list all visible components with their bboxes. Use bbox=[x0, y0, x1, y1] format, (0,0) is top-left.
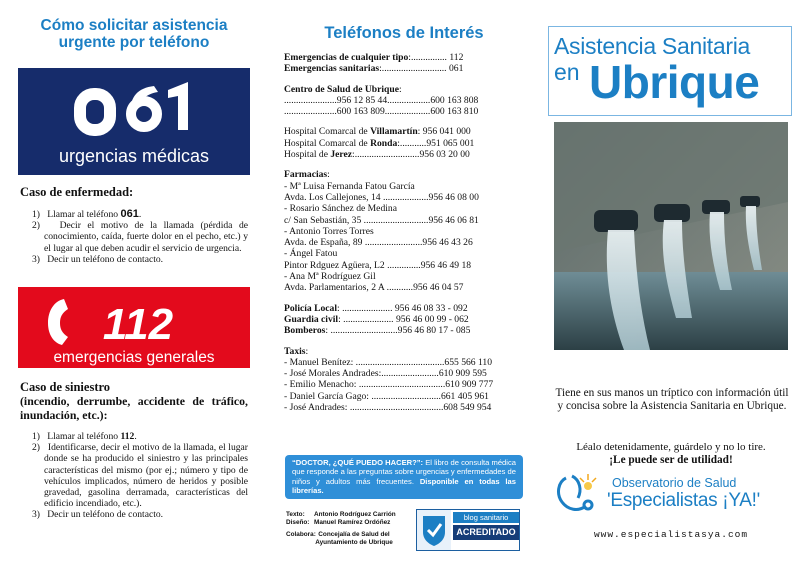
logo-112 bbox=[18, 287, 250, 368]
emergency-list bbox=[284, 52, 524, 75]
farmacia-row: c/ San Sebastián, 35 ...........................956 46 06 81 bbox=[284, 214, 479, 226]
taxi-row: - Manuel Benítez: .....................................655 566 110 bbox=[284, 356, 493, 368]
enfermedad-step-2: 2) Decir el motivo de la llamada (pérdida de conocimiento, caída, fuerte dolor en el pecho, etc.) y el lugar al que deben acudir el servicio de urgencia. bbox=[32, 220, 249, 254]
siniestro-subheading: (incendio, derrumbe, accidente de tráfico, inundación, etc.): bbox=[20, 394, 248, 422]
taxi-row: - José Andrades: .......................................608 549 954 bbox=[284, 402, 492, 414]
farmacia-row: Avda. Los Callejones, 14 ...................956 46 08 00 bbox=[284, 191, 479, 203]
enfermedad-section bbox=[20, 185, 248, 265]
siniestro-section bbox=[20, 380, 248, 521]
112-logo-graphic bbox=[18, 287, 250, 368]
112-caption: emergencias generales bbox=[53, 349, 215, 366]
cover-title-line2: en bbox=[554, 59, 580, 85]
centro-row: ......................600 163 809...................600 163 810 bbox=[284, 106, 479, 118]
emergency-row: Emergencias de cualquier tipo:............... 112 bbox=[284, 52, 464, 63]
061-logo-graphic bbox=[18, 68, 250, 175]
taxi-row: - José Morales Andrades:........................610 909 595 bbox=[284, 368, 487, 380]
credits: Texto: Antonio Rodríguez Carrión Diseño: Manuel Ramírez Ordóñez Colabora: Concejalía de Salud del Ayuntamiento de Ubrique bbox=[286, 511, 396, 547]
siniestro-step-3: 3) Decir un teléfono de contacto. bbox=[32, 509, 164, 521]
telefonos-title: Teléfonos de Interés bbox=[324, 24, 484, 42]
blog-badge[interactable] bbox=[416, 509, 520, 551]
taxis: Taxis: - Manuel Benítez: .....................................655 566 110 - José Morales Andrades:........................610 909 595 - Emilio Menacho: ....................................610 909 777 - Daniel García Gago: .............................661 405 961 - José Andrades: .......................................608 549 954 bbox=[284, 346, 524, 414]
centro-salud: Centro de Salud de Ubrique: ......................956 12 85 44..................600 163 808 ......................600 163 809...................600 163 810 bbox=[284, 84, 524, 118]
emergency-row: Emergencias sanitarias:........................... 061 bbox=[284, 63, 464, 75]
book-title: “DOCTOR, ¿QUÉ PUEDO HACER?”: bbox=[292, 458, 424, 467]
enfermedad-step-3: 3) Decir un teléfono de contacto. bbox=[32, 253, 164, 265]
badge-top: blog sanitario bbox=[453, 512, 519, 523]
cover-title-line3: Ubrique bbox=[589, 56, 760, 108]
farmacia-name: - Ana Mª Rodríguez Gil bbox=[284, 271, 376, 283]
farmacia-name: - Antonio Torres Torres bbox=[284, 225, 374, 237]
hospitales bbox=[284, 126, 524, 160]
112-number: 112 bbox=[102, 300, 174, 349]
hospital-row: Hospital Comarcal de Ronda:...........951 065 001 bbox=[284, 137, 475, 149]
enfermedad-step-1: 1) Llamar al teléfono 061. bbox=[32, 208, 142, 220]
panel-portada bbox=[540, 0, 800, 566]
seguridad-row: Policía Local: ..................... 956 46 08 33 - 092 bbox=[284, 302, 468, 314]
observatorio-logo[interactable] bbox=[552, 470, 792, 526]
advice-text: Léalo detenidamente, guárdelo y no lo tire. bbox=[576, 441, 766, 453]
farmacias: Farmacias: - Mª Luisa Fernanda Fatou García Avda. Los Callejones, 14 ...................956 46 08 00 - Rosario Sánchez de Medina c/ San Sebastián, 35 ...........................956 46 06 81 - Antonio Torres Torres Avda. de España, 89 ........................956 46 43 26 - Ángel Fatou Pintor Rdguez Agüera, L2 ..............956 46 49 18 - Ana Mª Rodríguez Gil Avda. Parlamentarios, 2 A ...........956 46 04 57 bbox=[284, 169, 524, 293]
siniestro-step-1: 1) Llamar al teléfono 112. bbox=[32, 431, 137, 442]
farmacia-row: Avda. Parlamentarios, 2 A ...........956 46 04 57 bbox=[284, 282, 464, 294]
book-promo[interactable]: “DOCTOR, ¿QUÉ PUEDO HACER?”: El libro de consulta médica que responde a las preguntas sobre urgencias y enfermedades de niños y adultos más frecuentes. Disponible en todas las librerías. bbox=[285, 455, 523, 499]
hospital-row: Hospital de Jerez:...........................956 03 20 00 bbox=[284, 149, 470, 161]
siniestro-heading: Caso de siniestro bbox=[20, 380, 111, 394]
taxi-row: - Emilio Menacho: ....................................610 909 777 bbox=[284, 379, 494, 391]
farmacia-row: Pintor Rdguez Agüera, L2 ..............956 46 49 18 bbox=[284, 259, 472, 271]
logo-061 bbox=[18, 68, 250, 175]
farmacia-name: - Mª Luisa Fernanda Fatou García bbox=[284, 180, 415, 192]
hospital-row: Hospital Comarcal de Villamartín: 956 041 000 bbox=[284, 126, 471, 138]
observatorio-line2: 'Especialistas ¡YA!' bbox=[607, 490, 760, 511]
cover-title bbox=[548, 26, 792, 116]
taxi-row: - Daniel García Gago: .............................661 405 961 bbox=[284, 390, 489, 402]
seguridad-row: Guardia civil: ..................... 956 46 00 99 - 062 bbox=[284, 313, 469, 325]
website-link[interactable]: www.especialistasya.com bbox=[593, 529, 749, 540]
cover-title-line1: Asistencia Sanitaria bbox=[554, 33, 750, 59]
fountain-image-icon bbox=[554, 122, 788, 350]
centro-row: ......................956 12 85 44..................600 163 808 bbox=[284, 94, 479, 106]
farmacia-row: Avda. de España, 89 ........................956 46 43 26 bbox=[284, 237, 473, 249]
urgent-help-title: Cómo solicitar asistencia urgente por teléfono bbox=[40, 17, 228, 51]
observatorio-line1: Observatorio de Salud bbox=[612, 476, 737, 490]
farmacia-name: - Ángel Fatou bbox=[284, 248, 338, 260]
enfermedad-heading: Caso de enfermedad: bbox=[20, 185, 134, 199]
phone-icon bbox=[48, 299, 68, 345]
badge-shield-icon bbox=[417, 510, 451, 550]
seguridad bbox=[284, 303, 524, 337]
farmacia-name: - Rosario Sánchez de Medina bbox=[284, 203, 397, 215]
intro-text: Tiene en sus manos un tríptico con información útil y concisa sobre la Asistencia Sanitaria en Ubrique. bbox=[555, 387, 789, 412]
badge-main: ACREDITADO bbox=[453, 525, 519, 540]
advice-bold: ¡Le puede ser de utilidad! bbox=[609, 454, 733, 466]
061-caption: urgencias médicas bbox=[58, 146, 210, 166]
stethoscope-icon bbox=[552, 472, 600, 522]
seguridad-row: Bomberos: ............................956 46 80 17 - 085 bbox=[284, 325, 471, 337]
siniestro-step-2: 2) Identificarse, decir el motivo de la llamada, el lugar donde se ha producido el siniestro y las principales características del mismo (por ej.; número y tipo de vehículos implicados, número de heridos y posible gravedad, gasolina derramada, características del edificio incendiado, etc.). bbox=[32, 442, 249, 510]
fountain-photo bbox=[554, 122, 788, 350]
